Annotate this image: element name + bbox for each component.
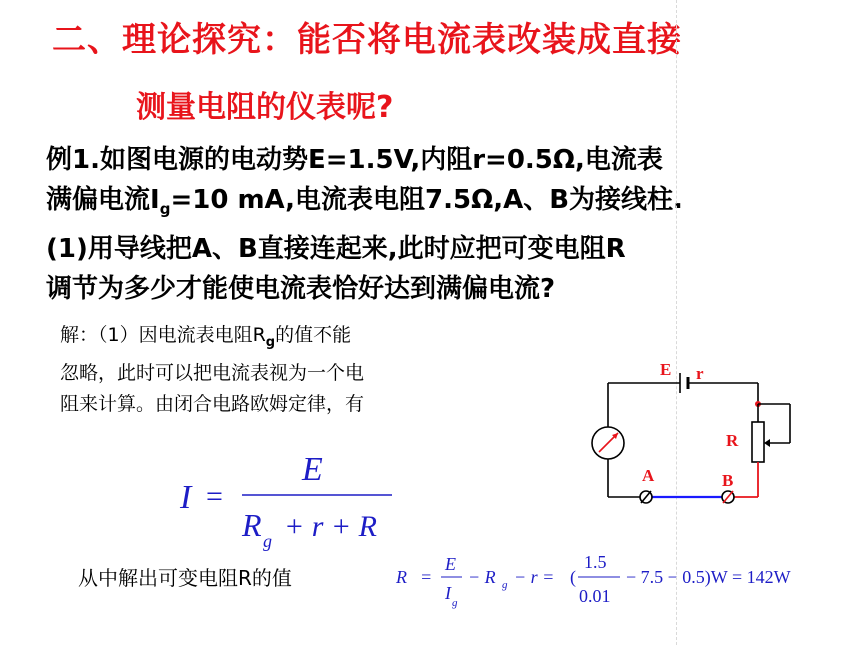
problem-line-4: 调节为多少才能使电流表恰好达到满偏电流? <box>46 274 556 305</box>
circuit-diagram <box>590 355 805 525</box>
solution-line-1-sub: g <box>265 334 276 350</box>
result-minus-rg: − R <box>468 567 496 587</box>
formula-eq: = <box>206 480 223 513</box>
result-minus-r: − r = <box>514 567 555 587</box>
ohm-law-formula <box>170 448 410 560</box>
solution-line-3: 阻来计算。由闭合电路欧姆定律，有 <box>60 392 365 415</box>
variable-resistor-icon <box>752 422 764 462</box>
label-B: B <box>722 471 734 490</box>
slide-title: 二、理论探究：能否将电流表改装成直接 <box>52 20 682 60</box>
formula-den-R: R <box>242 507 262 543</box>
result-formula <box>392 546 832 612</box>
label-R: R <box>726 431 739 450</box>
solution-line-1-b: 的值不能 <box>275 324 352 346</box>
label-E: E <box>660 360 672 379</box>
result-frac-den: I <box>445 583 451 603</box>
problem-line-2 <box>46 180 826 229</box>
label-r: r <box>696 364 704 383</box>
rheostat-arrow-icon <box>764 439 770 447</box>
result-den-val: 0.01 <box>579 586 611 606</box>
problem-line-2-a: 满偏电流I <box>46 185 160 215</box>
formula-den-sub: g <box>263 531 272 551</box>
result-minus-rg-sub: g <box>502 579 508 591</box>
problem-text <box>46 140 826 309</box>
guide-line <box>676 0 677 645</box>
slide-title-line2: 测量电阻的仪表呢? <box>136 90 394 125</box>
result-tail: − 7.5 − 0.5)W = 142W <box>626 567 791 587</box>
solution-text <box>60 320 530 420</box>
problem-line-2-sub: g <box>159 200 171 219</box>
result-paren: ( <box>570 567 576 587</box>
solution-line-1 <box>60 320 530 358</box>
solution-line-1-a: 解：（1）因电流表电阻R <box>60 324 266 346</box>
formula-den-rest: + r + R <box>284 510 377 543</box>
result-num-val: 1.5 <box>584 552 607 572</box>
problem-line-2-b: =10 mA,电流表电阻7.5Ω,A、B为接线柱. <box>170 185 683 215</box>
solution-line-2: 忽略，此时可以把电流表视为一个电 <box>60 361 365 384</box>
result-frac-den-sub: g <box>452 597 458 609</box>
result-R: R <box>396 567 407 587</box>
result-frac-num: E <box>445 554 456 574</box>
formula-lhs: I <box>180 479 192 516</box>
formula-numerator: E <box>302 451 323 488</box>
problem-line-3: (1)用导线把A、B直接连起来,此时应把可变电阻R <box>46 234 626 265</box>
result-label: 从中解出可变电阻R的值 <box>78 566 292 590</box>
label-A: A <box>642 466 655 485</box>
result-eq: = <box>420 567 433 587</box>
problem-line-1: 例1.如图电源的电动势E=1.5V,内阻r=0.5Ω,电流表 <box>46 145 663 175</box>
